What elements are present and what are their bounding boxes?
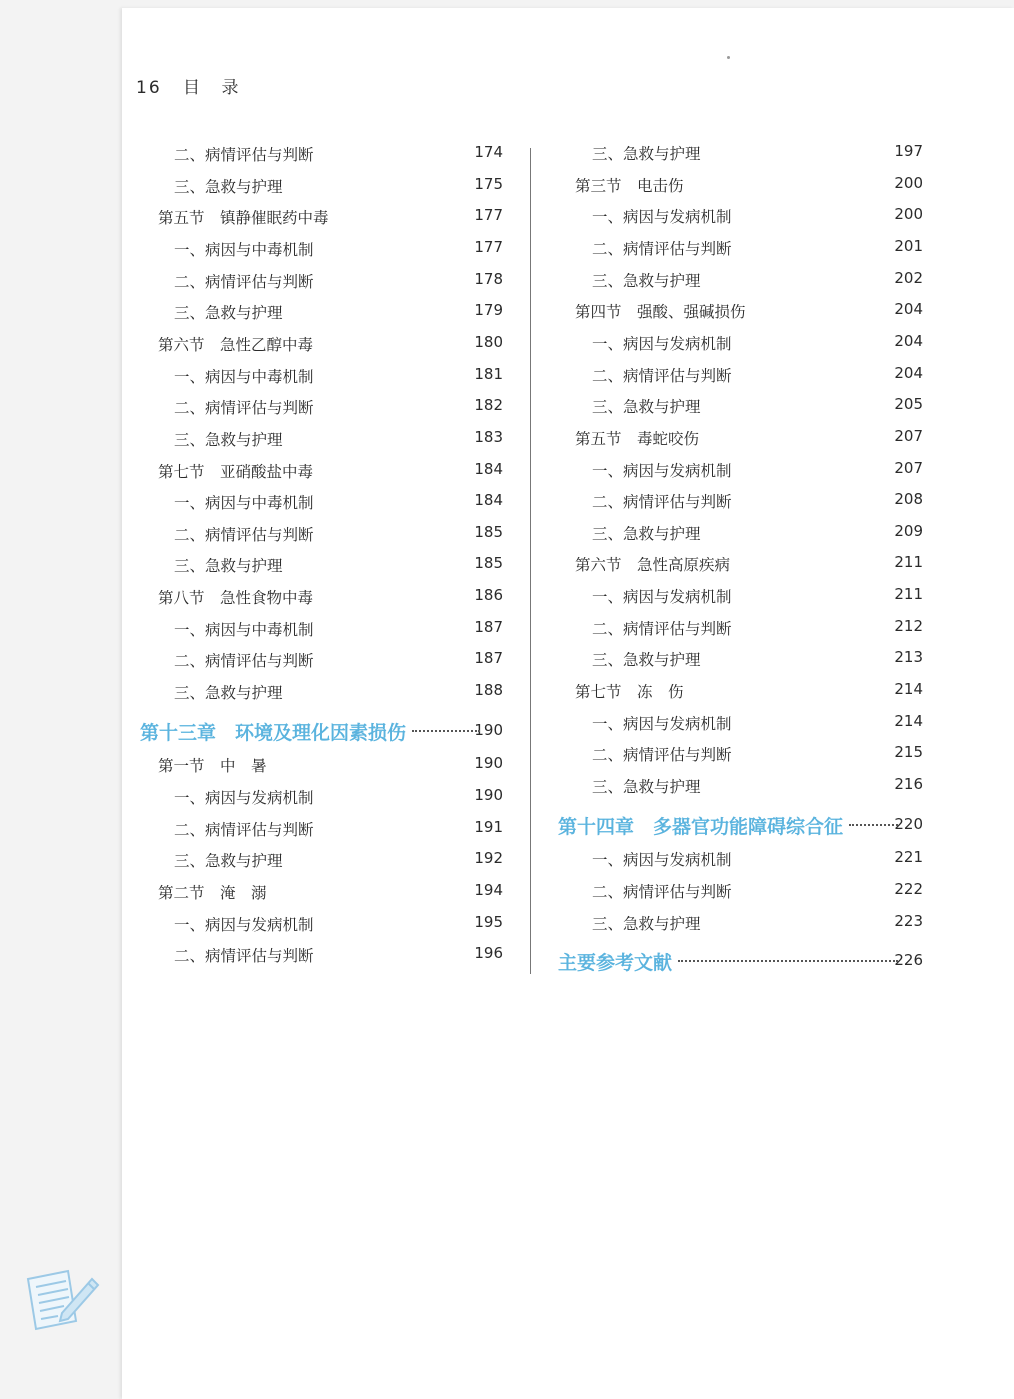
toc-page-number: 222	[894, 879, 923, 898]
toc-page-number: 209	[894, 521, 923, 540]
toc-leader-dots	[412, 726, 480, 732]
toc-page-number: 178	[474, 269, 503, 288]
toc-page-number: 213	[894, 648, 923, 667]
toc-page-number: 184	[474, 459, 503, 478]
toc-entry-label: 二、病情评估与判断	[592, 366, 732, 385]
toc-entry-label: 第六节 急性高原疾病	[575, 556, 731, 575]
column-divider	[530, 148, 531, 974]
toc-entry-label: 二、病情评估与判断	[592, 619, 732, 638]
toc-page-number: 215	[894, 743, 923, 762]
toc-page-number: 177	[474, 237, 503, 256]
toc-page-number: 179	[474, 301, 503, 320]
toc-entry-label: 三、急救与护理	[592, 271, 701, 290]
toc-entry-label: 三、急救与护理	[592, 778, 701, 796]
toc-page-number: 208	[894, 490, 923, 509]
toc-entry-label: 二、病情评估与判断	[174, 399, 314, 418]
toc-entry-label: 一、病因与发病机制	[592, 588, 732, 607]
toc-entry-label: 二、病情评估与判断	[592, 882, 732, 901]
toc-page-number: 196	[474, 944, 503, 963]
toc-page-number: 226	[894, 951, 923, 970]
toc-page-number: 214	[894, 711, 923, 730]
toc-page-number: 190	[474, 720, 503, 739]
toc-page-number: 177	[474, 206, 503, 225]
toc-page-number: 211	[894, 585, 923, 604]
page-title: 目 录	[183, 78, 241, 98]
toc-entry-label: 二、病情评估与判断	[592, 493, 732, 512]
toc-entry-label: 二、病情评估与判断	[592, 239, 732, 258]
toc-page-number: 187	[474, 617, 503, 636]
toc-entry-label: 二、病情评估与判断	[174, 947, 314, 966]
toc-entry-label: 第六节 急性乙醇中毒	[158, 335, 314, 354]
toc-entry-label: 二、病情评估与判断	[174, 820, 314, 839]
notepad-pencil-icon	[22, 1265, 102, 1337]
toc-page-number: 175	[474, 174, 503, 193]
toc-entry-label: 第十四章 多器官功能障碍综合征	[558, 815, 844, 838]
toc-entry-label: 一、病因与发病机制	[592, 851, 732, 870]
toc-entry-label: 二、病情评估与判断	[592, 746, 732, 765]
scan-speck	[727, 56, 730, 59]
toc-entry-label: 一、病因与发病机制	[592, 714, 732, 733]
toc-entry-label: 三、急救与护理	[174, 684, 283, 703]
toc-page-number: 204	[894, 363, 923, 382]
toc-entry-label: 三、急救与护理	[174, 852, 283, 871]
toc-page-number: 186	[474, 586, 503, 605]
toc-page-number: 194	[474, 880, 503, 899]
toc-entry-label: 一、病因与中毒机制	[174, 240, 314, 259]
toc-page-number: 212	[894, 616, 923, 635]
toc-page-number: 223	[894, 911, 923, 930]
toc-page-number: 190	[474, 786, 503, 804]
toc-page-number: 207	[894, 426, 923, 445]
toc-page-number: 181	[474, 364, 503, 383]
toc-entry-label: 第二节 淹 溺	[158, 883, 267, 902]
toc-page-number: 202	[894, 268, 923, 287]
toc-leader-dots	[849, 820, 898, 826]
toc-entry-label: 第七节 冻 伤	[575, 683, 684, 702]
toc-entry-label: 三、急救与护理	[592, 914, 701, 933]
toc-page-number: 204	[894, 300, 923, 319]
toc-page-number: 207	[894, 458, 923, 477]
toc-page-number: 188	[474, 681, 503, 700]
page-number: 16	[136, 78, 162, 98]
toc-entry-label: 一、病因与发病机制	[174, 915, 314, 934]
toc-entry-label: 第三节 电击伤	[575, 176, 684, 195]
page-header	[136, 73, 240, 98]
toc-page-number: 174	[474, 143, 503, 161]
toc-page-number: 205	[894, 395, 923, 414]
toc-entry-label: 一、病因与发病机制	[592, 461, 732, 480]
toc-page-number: 211	[894, 553, 923, 572]
toc-page-number: 221	[894, 848, 923, 867]
toc-page-number: 185	[474, 554, 503, 573]
toc-entry-label: 第五节 毒蛇咬伤	[575, 429, 700, 448]
toc-page-number: 192	[474, 849, 503, 868]
toc-entry-label: 主要参考文献	[558, 952, 673, 975]
toc-entry-label: 三、急救与护理	[174, 430, 283, 449]
toc-entry-label: 三、急救与护理	[174, 177, 283, 196]
toc-entry-label: 三、急救与护理	[592, 145, 701, 163]
toc-page-number: 183	[474, 427, 503, 446]
toc-page-number: 201	[894, 236, 923, 255]
toc-entry-label: 第四节 强酸、强碱损伤	[575, 303, 746, 322]
toc-entry-label: 三、急救与护理	[592, 524, 701, 543]
toc-page-number: 180	[474, 332, 503, 351]
toc-entry-label: 二、病情评估与判断	[174, 525, 314, 544]
toc-leader-dots	[678, 956, 898, 962]
toc-entry-label: 二、病情评估与判断	[174, 272, 314, 291]
toc-page-number: 216	[894, 775, 923, 793]
toc-entry-label: 一、病因与中毒机制	[174, 367, 314, 386]
toc-page-number: 182	[474, 396, 503, 415]
toc-entry-label: 第一节 中 暑	[158, 757, 267, 776]
toc-page-number: 204	[894, 331, 923, 350]
toc-entry-label: 三、急救与护理	[592, 398, 701, 417]
toc-page-number: 200	[894, 173, 923, 192]
toc-page-number: 185	[474, 522, 503, 541]
toc-page-number: 214	[894, 680, 923, 699]
toc-entry-label: 二、病情评估与判断	[174, 146, 314, 164]
toc-page-number: 187	[474, 649, 503, 668]
toc-page-number: 200	[894, 205, 923, 224]
toc-entry-label: 第五节 镇静催眠药中毒	[158, 209, 329, 228]
toc-entry-label: 第十三章 环境及理化因素损伤	[140, 721, 407, 744]
toc-entry-label: 三、急救与护理	[174, 304, 283, 323]
toc-page-number: 184	[474, 491, 503, 510]
toc-entry-label: 一、病因与中毒机制	[174, 620, 314, 639]
toc-entry-label: 第七节 亚硝酸盐中毒	[158, 462, 314, 481]
toc-entry-label: 三、急救与护理	[592, 651, 701, 670]
toc-entry-label: 一、病因与发病机制	[592, 334, 732, 353]
toc-entry-label: 三、急救与护理	[174, 557, 283, 576]
toc-page-number: 197	[894, 142, 923, 160]
toc-entry-label: 一、病因与发病机制	[592, 208, 732, 227]
toc-entry-label: 一、病因与中毒机制	[174, 494, 314, 513]
toc-entry-label: 一、病因与发病机制	[174, 789, 314, 807]
toc-page-number: 190	[474, 754, 503, 773]
toc-page-number: 195	[474, 912, 503, 931]
toc-page-number: 220	[894, 814, 923, 833]
toc-entry-label: 第八节 急性食物中毒	[158, 589, 314, 608]
toc-entry-label: 二、病情评估与判断	[174, 652, 314, 671]
toc-page-number: 191	[474, 817, 503, 836]
